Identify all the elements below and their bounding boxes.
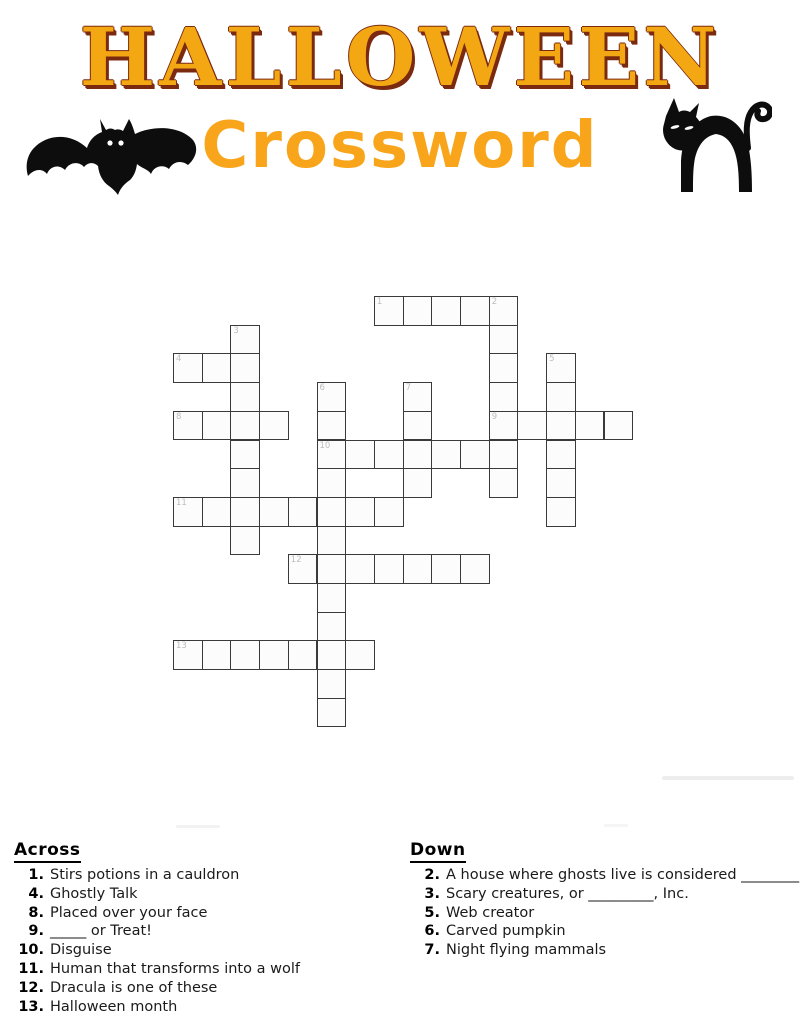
scan-artifact: [176, 825, 220, 828]
clue-text: Ghostly Talk: [50, 885, 138, 902]
grid-cell: [173, 497, 203, 527]
grid-cell: [431, 554, 461, 584]
cell-number: 6: [319, 383, 325, 394]
clue-item: [14, 866, 404, 885]
grid-cell: [230, 440, 260, 470]
grid-cell: [575, 411, 605, 441]
down-clues-section: [410, 840, 798, 960]
grid-cell: [317, 440, 347, 470]
scan-artifact: [604, 824, 628, 827]
grid-cell: [288, 497, 318, 527]
grid-cell: [230, 468, 260, 498]
clue-text: Web creator: [446, 904, 535, 921]
clue-text: Disguise: [50, 942, 112, 959]
grid-cell: [230, 411, 260, 441]
scan-artifact: [662, 776, 794, 780]
grid-cell: [374, 554, 404, 584]
grid-cell: [489, 296, 519, 326]
grid-cell: [403, 440, 433, 470]
grid-cell: [403, 382, 433, 412]
across-clues-section: [14, 840, 404, 1016]
clue-number: 1.: [28, 867, 44, 883]
grid-cell: [345, 640, 375, 670]
grid-cell: [317, 468, 347, 498]
grid-cell: [374, 296, 404, 326]
clue-item: [14, 922, 404, 941]
grid-cell: [230, 497, 260, 527]
grid-cell: [345, 440, 375, 470]
grid-cell: [230, 325, 260, 355]
clue-number: 12.: [18, 979, 44, 996]
grid-cell: [345, 497, 375, 527]
grid-cell: [460, 440, 490, 470]
clue-text: Stirs potions in a cauldron: [50, 867, 240, 883]
cell-number: 2: [491, 297, 498, 307]
grid-cell: [489, 440, 519, 470]
cell-number: 9: [491, 411, 498, 422]
grid-cell: [546, 411, 576, 441]
cell-number: 1: [376, 297, 383, 307]
grid-cell: [317, 382, 347, 412]
grid-cell: [604, 411, 634, 441]
grid-cell: [288, 640, 318, 670]
grid-cell: [546, 440, 576, 470]
grid-cell: [345, 554, 375, 584]
grid-cell: [317, 526, 347, 556]
grid-cell: [230, 526, 260, 556]
grid-cell: [403, 468, 433, 498]
clue-number: 4.: [28, 885, 44, 902]
clue-number: 11.: [18, 960, 44, 977]
clue-text: Halloween month: [50, 998, 178, 1015]
grid-cell: [546, 353, 576, 383]
grid-cell: [431, 440, 461, 470]
clue-text: Placed over your face: [50, 904, 208, 921]
clue-number: 2.: [424, 867, 440, 883]
clue-number: 6.: [424, 923, 440, 940]
clue-text: Scary creatures, or _________, Inc.: [446, 885, 689, 902]
clue-number: 5.: [424, 904, 440, 921]
clue-item: [410, 941, 798, 960]
cell-number: 8: [176, 411, 182, 422]
grid-cell: [230, 353, 260, 383]
grid-cell: [173, 353, 203, 383]
clue-number: 3.: [424, 885, 440, 902]
cell-number: 11: [176, 497, 187, 508]
grid-cell: [489, 411, 519, 441]
clue-item: [410, 904, 798, 923]
grid-cell: [517, 411, 547, 441]
grid-cell: [489, 353, 519, 383]
clue-item: [410, 866, 798, 885]
grid-cell: [460, 554, 490, 584]
clue-item: [14, 998, 404, 1017]
grid-cell: [173, 640, 203, 670]
grid-cell: [489, 382, 519, 412]
grid-cell: [374, 497, 404, 527]
grid-cell: [173, 411, 203, 441]
grid-cell: [202, 640, 232, 670]
grid-cell: [403, 554, 433, 584]
clue-number: 10.: [18, 942, 44, 959]
across-clues-list: [14, 866, 404, 1016]
grid-cell: [403, 411, 433, 441]
grid-cell: [546, 382, 576, 412]
clue-item: [410, 885, 798, 904]
grid-cell: [202, 353, 232, 383]
grid-cell: [489, 325, 519, 355]
cell-number: 5: [549, 354, 555, 365]
grid-cell: [431, 296, 461, 326]
cell-number: 13: [176, 641, 187, 652]
grid-cell: [317, 583, 347, 613]
grid-cell: [317, 640, 347, 670]
grid-cell: [489, 468, 519, 498]
page-title: HALLOWEEN: [79, 10, 721, 104]
grid-cell: [546, 468, 576, 498]
clue-item: [14, 904, 404, 923]
clue-number: 8.: [28, 904, 44, 921]
grid-cell: [317, 698, 347, 728]
clue-item: [14, 979, 404, 998]
cell-number: 7: [405, 383, 412, 394]
clue-text: Carved pumpkin: [446, 923, 566, 940]
grid-cell: [374, 440, 404, 470]
black-cat-icon: [644, 84, 772, 198]
grid-cell: [202, 497, 232, 527]
across-heading: Across: [14, 840, 81, 863]
grid-cell: [460, 296, 490, 326]
grid-cell: [317, 612, 347, 642]
clue-text: Dracula is one of these: [50, 979, 218, 996]
cell-number: 10: [319, 440, 331, 451]
clue-number: 13.: [18, 998, 44, 1015]
down-clues-list: [410, 866, 798, 960]
clue-text: A house where ghosts live is considered ________: [446, 867, 800, 883]
grid-cell: [317, 669, 347, 699]
grid-cell: [259, 640, 289, 670]
clue-number: 9.: [28, 923, 44, 940]
cell-number: 4: [176, 354, 182, 365]
down-heading: Down: [410, 840, 466, 863]
clue-item: [14, 960, 404, 979]
grid-cell: [288, 554, 318, 584]
clue-item: [14, 885, 404, 904]
clue-item: [410, 922, 798, 941]
grid-cell: [230, 382, 260, 412]
clue-text: Human that transforms into a wolf: [50, 960, 300, 977]
clue-text: Night flying mammals: [446, 942, 607, 959]
grid-cell: [230, 640, 260, 670]
grid-cell: [403, 296, 433, 326]
grid-cell: [259, 411, 289, 441]
grid-cell: [317, 554, 347, 584]
grid-cell: [317, 497, 347, 527]
clue-item: [14, 941, 404, 960]
bat-icon: [24, 116, 206, 196]
grid-cell: [259, 497, 289, 527]
clue-text: _____ or Treat!: [50, 923, 152, 940]
cell-number: 12: [290, 555, 302, 566]
page-subtitle: Crossword: [201, 109, 599, 183]
grid-cell: [317, 411, 347, 441]
grid-cell: [202, 411, 232, 441]
cell-number: 3: [233, 325, 239, 336]
clue-number: 7.: [424, 942, 440, 959]
grid-cell: [546, 497, 576, 527]
